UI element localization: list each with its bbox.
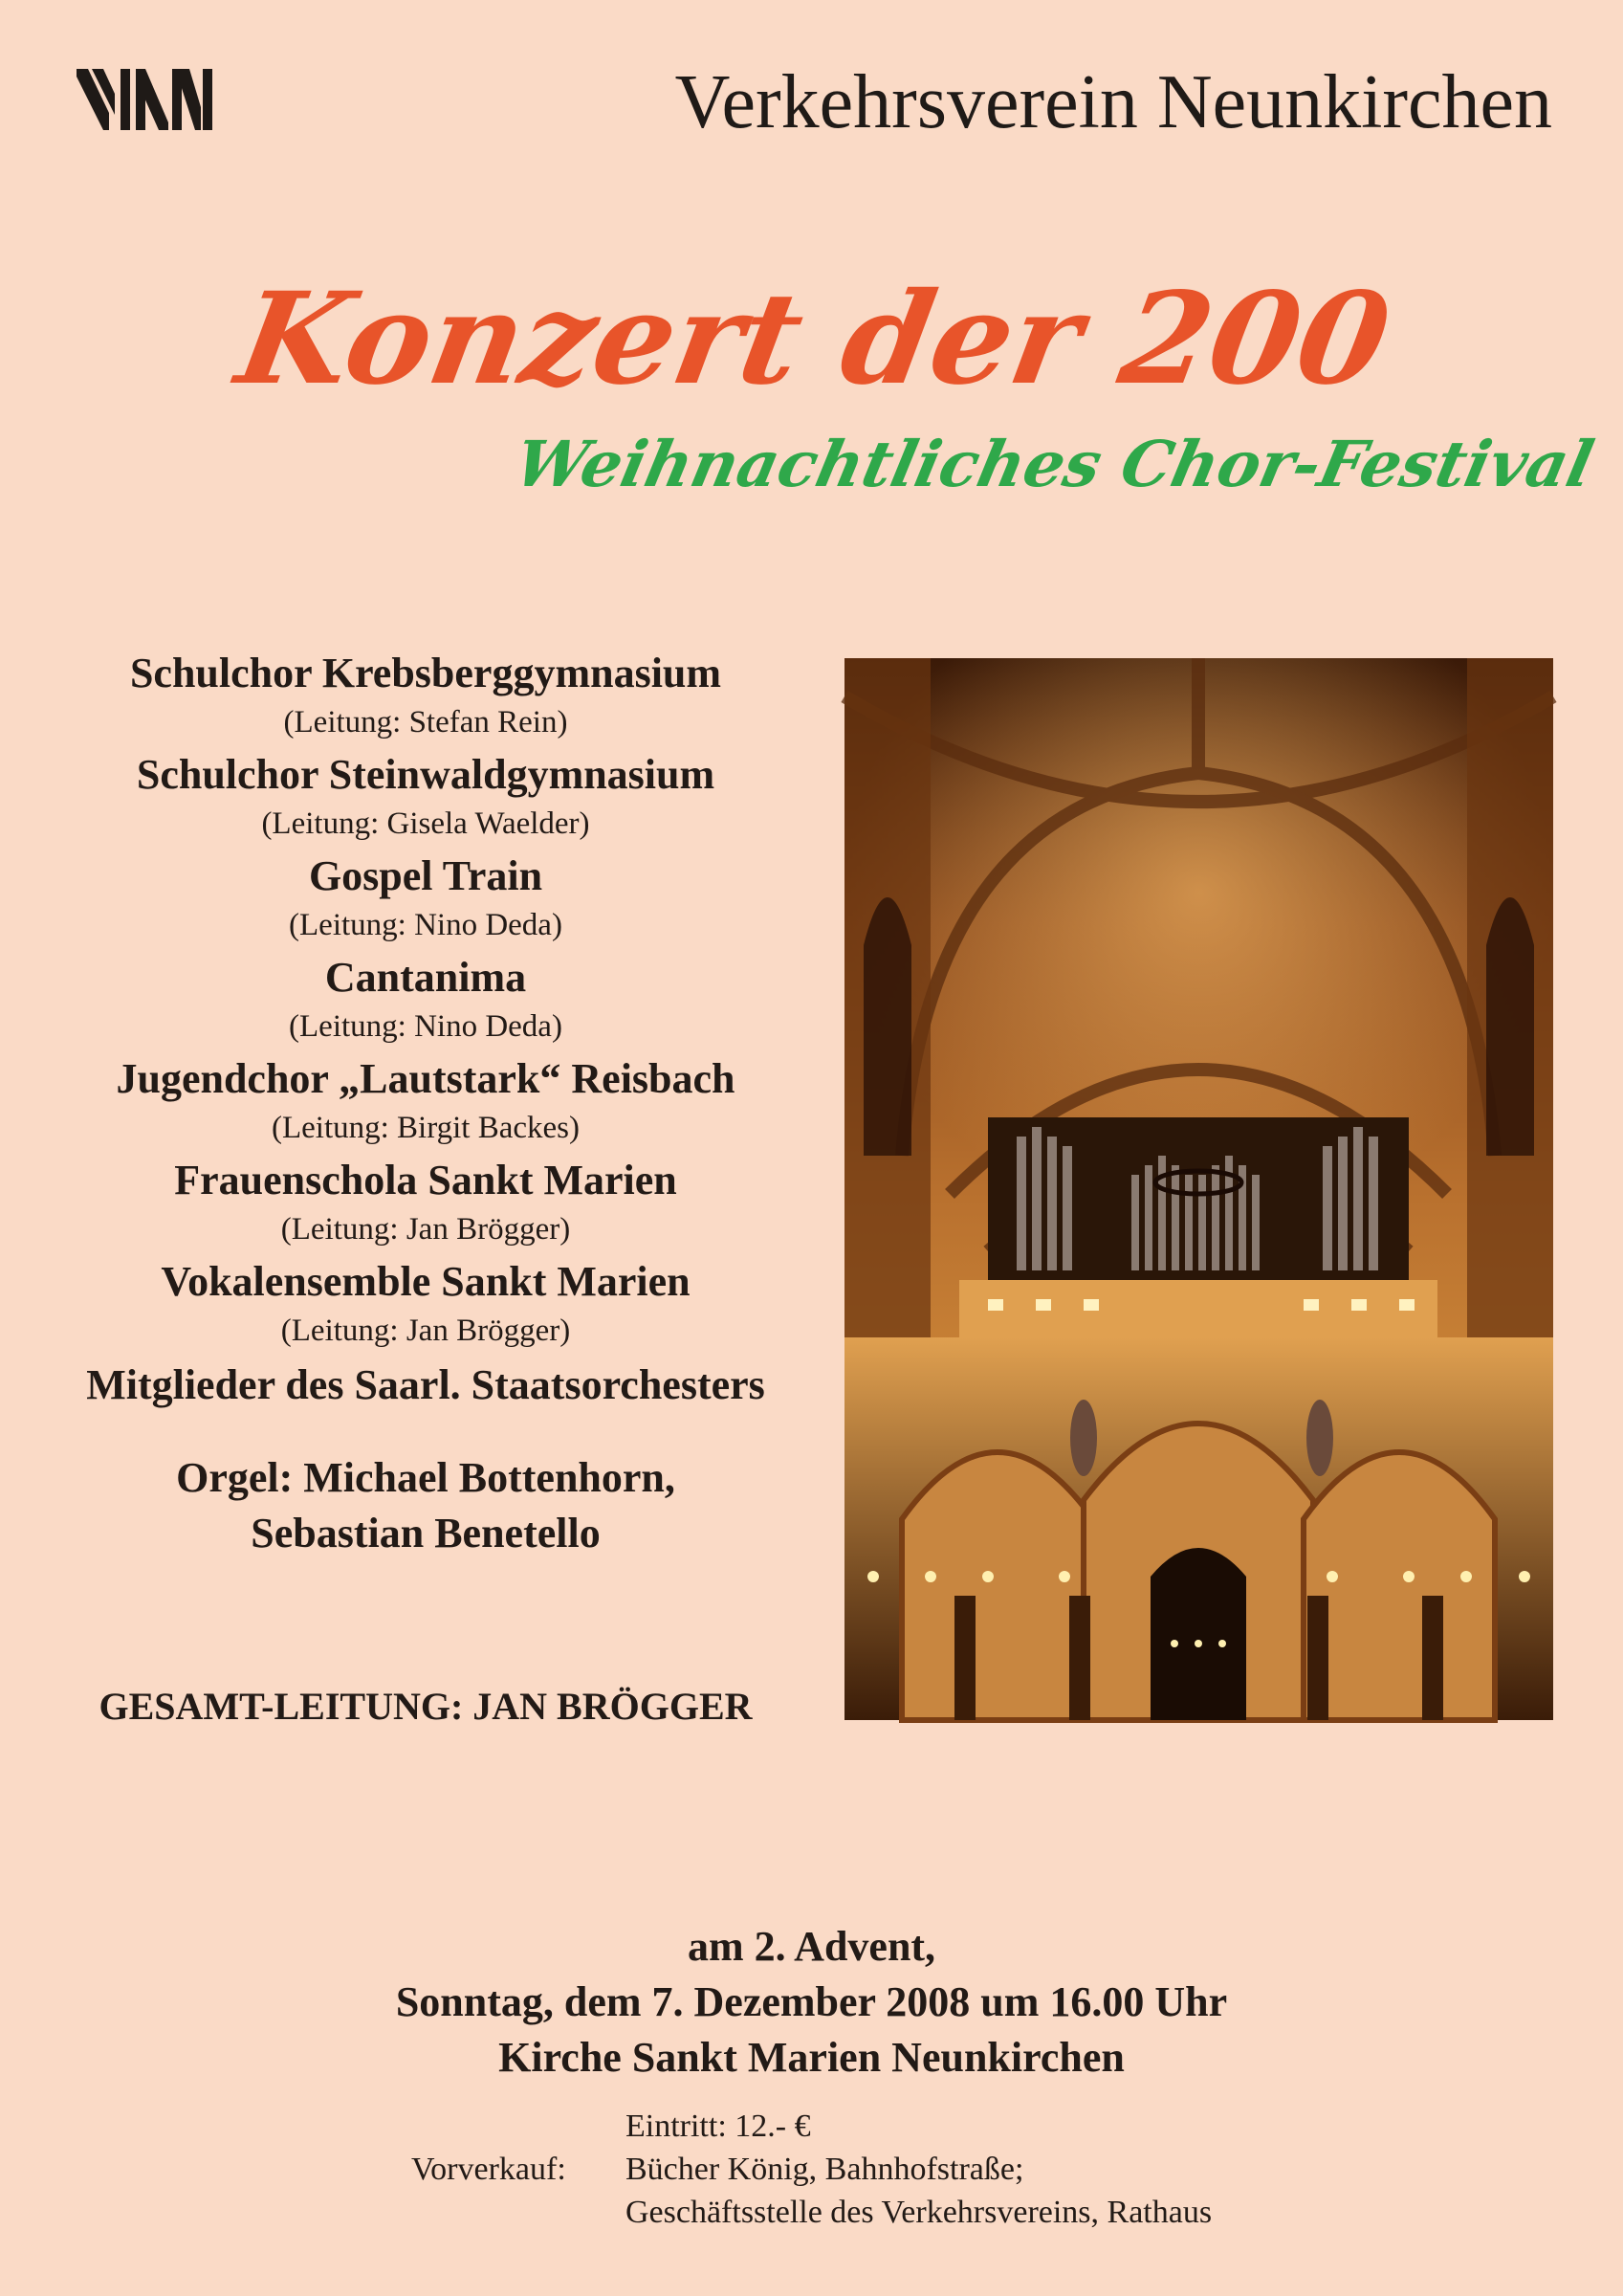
organ-line-1: Orgel: Michael Bottenhorn, bbox=[176, 1454, 675, 1501]
choir-item bbox=[57, 1052, 794, 1150]
choir-list bbox=[57, 647, 794, 1561]
presale-location-2: Geschäftsstelle des Verkehrsvereins, Rathaus bbox=[625, 2195, 1213, 2230]
choir-item bbox=[57, 1154, 794, 1251]
choir-leader: (Leitung: Gisela Waelder) bbox=[261, 806, 590, 841]
organ-credit bbox=[57, 1450, 794, 1561]
choir-item bbox=[57, 1255, 794, 1353]
choir-name: Frauenschola Sankt Marien bbox=[174, 1157, 677, 1203]
choir-item bbox=[57, 748, 794, 846]
church-interior-photo bbox=[844, 658, 1553, 1720]
choir-name: Cantanima bbox=[324, 954, 527, 1001]
choir-name: Gospel Train bbox=[308, 852, 543, 899]
choir-item bbox=[57, 647, 794, 744]
concert-title bbox=[227, 239, 1600, 517]
organ-line-2: Sebastian Benetello bbox=[251, 1510, 601, 1556]
vnn-logo bbox=[77, 69, 212, 130]
overall-direction: GESAMT-LEITUNG: JAN BRÖGGER bbox=[99, 1685, 753, 1728]
presale-label: Vorverkauf: bbox=[411, 2152, 566, 2187]
entry-price: Eintritt: 12.- € bbox=[625, 2108, 811, 2144]
title-main: Konzert der 200 bbox=[227, 264, 1400, 413]
choir-name: Schulchor Steinwaldgymnasium bbox=[136, 751, 715, 798]
event-line-advent: am 2. Advent, bbox=[687, 1923, 936, 1970]
choir-item bbox=[57, 850, 794, 947]
choir-leader: (Leitung: Jan Brögger) bbox=[280, 1314, 571, 1348]
choir-leader: (Leitung: Birgit Backes) bbox=[272, 1111, 580, 1145]
orchestra-credit: Mitglieder des Saarl. Staatsorchesters bbox=[86, 1361, 765, 1408]
choir-leader: (Leitung: Stefan Rein) bbox=[283, 705, 568, 740]
choir-leader: (Leitung: Nino Deda) bbox=[289, 1009, 562, 1044]
choir-name: Jugendchor „Lautstark“ Reisbach bbox=[116, 1055, 735, 1102]
choir-name: Vokalensemble Sankt Marien bbox=[161, 1258, 691, 1305]
presale-location-1: Bücher König, Bahnhofstraße; bbox=[625, 2152, 1024, 2187]
choir-leader: (Leitung: Nino Deda) bbox=[289, 908, 562, 942]
event-line-date: Sonntag, dem 7. Dezember 2008 um 16.00 Uhr bbox=[395, 1978, 1228, 2025]
choir-leader: (Leitung: Jan Brögger) bbox=[280, 1212, 571, 1247]
choir-item bbox=[57, 951, 794, 1049]
event-info bbox=[0, 1919, 1623, 2086]
organization-name: Verkehrsverein Neunkirchen bbox=[674, 60, 1552, 144]
title-subtitle: Weihnachtliches Chor-Festival bbox=[508, 426, 1600, 501]
choir-name: Schulchor Krebsberggymnasium bbox=[129, 650, 722, 696]
event-line-venue: Kirche Sankt Marien Neunkirchen bbox=[498, 2034, 1125, 2081]
